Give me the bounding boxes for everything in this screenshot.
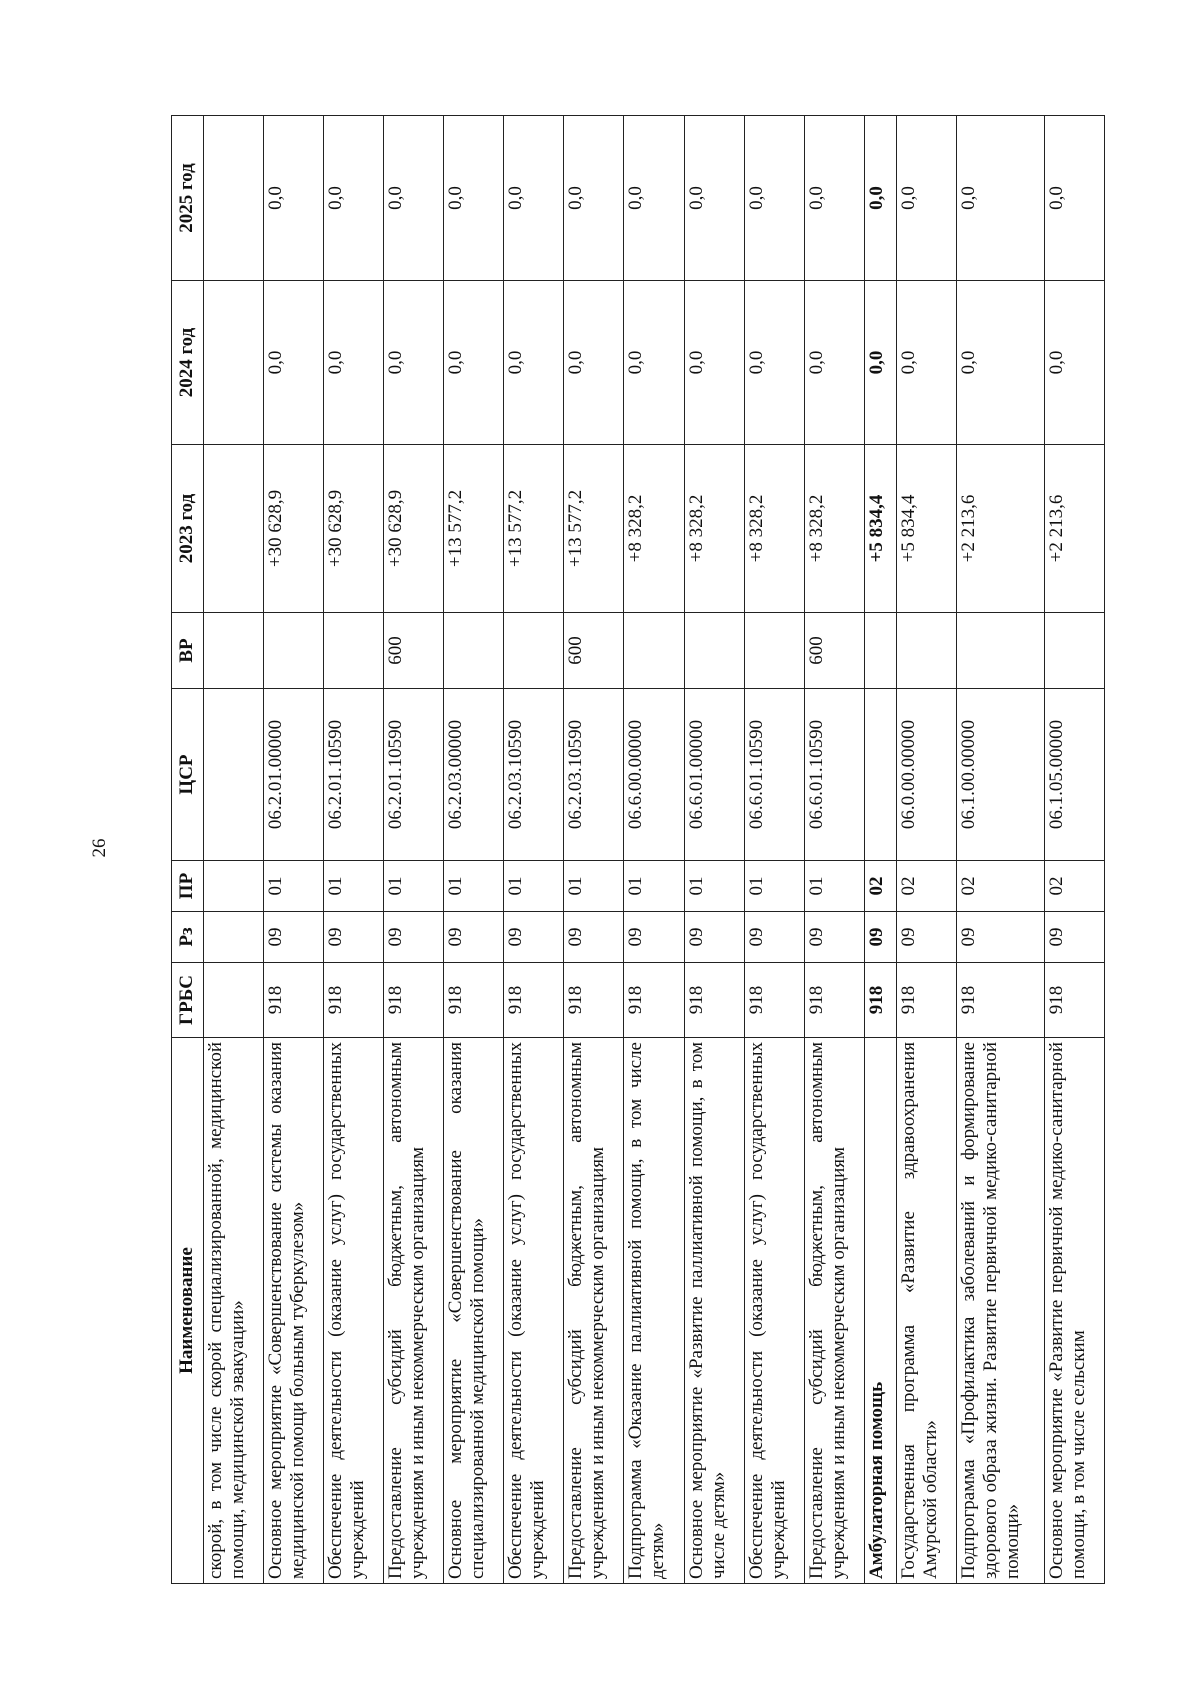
table-row — [384, 116, 444, 1584]
cell-2024: 0,0 — [264, 281, 324, 445]
cell-rz: 09 — [624, 912, 684, 963]
cell-rz — [204, 912, 264, 963]
cell-rz: 09 — [896, 912, 956, 963]
cell-name: Обеспечение деятельности (оказание услуг) государственных учреждений — [504, 1038, 564, 1584]
cell-vr — [204, 613, 264, 689]
cell-name: Обеспечение деятельности (оказание услуг) государственных учреждений — [744, 1038, 804, 1584]
cell-2024: 0,0 — [444, 281, 504, 445]
cell-grbs: 918 — [624, 963, 684, 1038]
table-row — [956, 116, 1044, 1584]
cell-2024: 0,0 — [744, 281, 804, 445]
cell-2025: 0,0 — [1044, 116, 1104, 281]
cell-name: Основное мероприятие «Развитие паллиативной помощи, в том числе детям» — [684, 1038, 744, 1584]
cell-grbs: 918 — [324, 963, 384, 1038]
cell-name: Предоставление субсидий бюджетным, автономным учреждениям и иным некоммерческим организациям — [384, 1038, 444, 1584]
cell-grbs: 918 — [744, 963, 804, 1038]
cell-csr: 06.6.01.00000 — [684, 689, 744, 861]
cell-grbs: 918 — [896, 963, 956, 1038]
cell-pr: 02 — [1044, 861, 1104, 912]
cell-csr: 06.2.03.00000 — [444, 689, 504, 861]
cell-name: скорой, в том числе скорой специализированной, медицинской помощи, медицинской эвакуации» — [204, 1038, 264, 1584]
table-row — [684, 116, 744, 1584]
table-header-row — [172, 116, 204, 1584]
cell-csr: 06.2.03.10590 — [504, 689, 564, 861]
table-row — [744, 116, 804, 1584]
cell-grbs: 918 — [864, 963, 896, 1038]
cell-grbs: 918 — [956, 963, 1044, 1038]
cell-grbs: 918 — [804, 963, 864, 1038]
cell-2023: +13 577,2 — [504, 445, 564, 613]
cell-pr: 01 — [684, 861, 744, 912]
header-rz: Рз — [172, 912, 204, 963]
cell-name: Амбулаторная помощь — [864, 1038, 896, 1584]
cell-pr — [204, 861, 264, 912]
cell-pr: 01 — [744, 861, 804, 912]
cell-vr — [744, 613, 804, 689]
table-row — [804, 116, 864, 1584]
cell-name: Предоставление субсидий бюджетным, автономным учреждениям и иным некоммерческим организациям — [564, 1038, 624, 1584]
cell-csr: 06.2.01.10590 — [324, 689, 384, 861]
cell-csr: 06.6.00.00000 — [624, 689, 684, 861]
cell-2023: +30 628,9 — [324, 445, 384, 613]
cell-csr: 06.2.03.10590 — [564, 689, 624, 861]
cell-2024: 0,0 — [324, 281, 384, 445]
cell-rz: 09 — [324, 912, 384, 963]
cell-pr: 01 — [624, 861, 684, 912]
cell-rz: 09 — [744, 912, 804, 963]
cell-2024: 0,0 — [564, 281, 624, 445]
cell-2024: 0,0 — [384, 281, 444, 445]
cell-2024: 0,0 — [804, 281, 864, 445]
cell-2024: 0,0 — [684, 281, 744, 445]
cell-2024: 0,0 — [1044, 281, 1104, 445]
cell-vr — [444, 613, 504, 689]
cell-vr — [624, 613, 684, 689]
cell-rz: 09 — [264, 912, 324, 963]
cell-pr: 01 — [804, 861, 864, 912]
table-row — [324, 116, 384, 1584]
cell-name: Обеспечение деятельности (оказание услуг) государственных учреждений — [324, 1038, 384, 1584]
cell-rz: 09 — [804, 912, 864, 963]
cell-rz: 09 — [384, 912, 444, 963]
cell-2024: 0,0 — [896, 281, 956, 445]
page-number: 26 — [89, 838, 110, 858]
cell-vr — [1044, 613, 1104, 689]
cell-vr: 600 — [564, 613, 624, 689]
budget-table — [171, 115, 1105, 1584]
table-row — [864, 116, 896, 1584]
cell-2025: 0,0 — [324, 116, 384, 281]
cell-name: Основное мероприятие «Совершенствование оказания специализированной медицинской помощи» — [444, 1038, 504, 1584]
cell-pr: 02 — [956, 861, 1044, 912]
cell-2025: 0,0 — [564, 116, 624, 281]
cell-grbs: 918 — [444, 963, 504, 1038]
cell-2025: 0,0 — [864, 116, 896, 281]
table-row — [264, 116, 324, 1584]
cell-grbs — [204, 963, 264, 1038]
cell-vr — [504, 613, 564, 689]
header-2025: 2025 год — [172, 116, 204, 281]
cell-2025: 0,0 — [624, 116, 684, 281]
cell-pr: 02 — [864, 861, 896, 912]
cell-grbs: 918 — [384, 963, 444, 1038]
table-body — [204, 116, 1105, 1584]
cell-2024: 0,0 — [956, 281, 1044, 445]
cell-rz: 09 — [684, 912, 744, 963]
cell-pr: 01 — [444, 861, 504, 912]
cell-vr: 600 — [384, 613, 444, 689]
cell-2025: 0,0 — [444, 116, 504, 281]
cell-2025: 0,0 — [504, 116, 564, 281]
header-name: Наименование — [172, 1038, 204, 1584]
cell-vr — [896, 613, 956, 689]
table-row — [1044, 116, 1104, 1584]
cell-2024 — [204, 281, 264, 445]
cell-2023: +30 628,9 — [384, 445, 444, 613]
table-row — [896, 116, 956, 1584]
cell-2025: 0,0 — [264, 116, 324, 281]
cell-rz: 09 — [504, 912, 564, 963]
cell-grbs: 918 — [564, 963, 624, 1038]
table-row — [564, 116, 624, 1584]
cell-vr — [864, 613, 896, 689]
cell-2023: +5 834,4 — [864, 445, 896, 613]
cell-2025: 0,0 — [744, 116, 804, 281]
cell-csr: 06.1.00.00000 — [956, 689, 1044, 861]
cell-2024: 0,0 — [864, 281, 896, 445]
cell-rz: 09 — [864, 912, 896, 963]
cell-pr: 01 — [504, 861, 564, 912]
cell-name: Подпрограмма «Профилактика заболеваний и формирование здорового образа жизни. Развитие первичной медико-санитарной помощи» — [956, 1038, 1044, 1584]
cell-pr: 02 — [896, 861, 956, 912]
cell-grbs: 918 — [504, 963, 564, 1038]
cell-csr: 06.6.01.10590 — [804, 689, 864, 861]
cell-2023: +13 577,2 — [444, 445, 504, 613]
cell-csr: 06.6.01.10590 — [744, 689, 804, 861]
cell-csr — [864, 689, 896, 861]
cell-2023: +2 213,6 — [1044, 445, 1104, 613]
table-row — [624, 116, 684, 1584]
cell-name: Предоставление субсидий бюджетным, автономным учреждениям и иным некоммерческим организациям — [804, 1038, 864, 1584]
header-pr: ПР — [172, 861, 204, 912]
cell-2025: 0,0 — [956, 116, 1044, 281]
cell-2023: +8 328,2 — [684, 445, 744, 613]
cell-pr: 01 — [384, 861, 444, 912]
cell-csr — [204, 689, 264, 861]
cell-2023: +30 628,9 — [264, 445, 324, 613]
cell-rz: 09 — [444, 912, 504, 963]
cell-2023: +8 328,2 — [804, 445, 864, 613]
cell-2023: +8 328,2 — [744, 445, 804, 613]
cell-csr: 06.2.01.00000 — [264, 689, 324, 861]
cell-name: Государственная программа «Развитие здравоохранения Амурской области» — [896, 1038, 956, 1584]
cell-vr — [684, 613, 744, 689]
cell-2025: 0,0 — [804, 116, 864, 281]
cell-2025: 0,0 — [684, 116, 744, 281]
cell-pr: 01 — [324, 861, 384, 912]
cell-grbs: 918 — [264, 963, 324, 1038]
cell-2023: +8 328,2 — [624, 445, 684, 613]
cell-vr — [956, 613, 1044, 689]
cell-name: Подпрограмма «Оказание паллиативной помощи, в том числе детям» — [624, 1038, 684, 1584]
cell-grbs: 918 — [1044, 963, 1104, 1038]
cell-2023 — [204, 445, 264, 613]
cell-2025: 0,0 — [896, 116, 956, 281]
cell-csr: 06.0.00.00000 — [896, 689, 956, 861]
header-grbs: ГРБС — [172, 963, 204, 1038]
header-vr: ВР — [172, 613, 204, 689]
cell-name: Основное мероприятие «Развитие первичной медико-санитарной помощи, в том числе сельским — [1044, 1038, 1104, 1584]
cell-vr: 600 — [804, 613, 864, 689]
cell-rz: 09 — [956, 912, 1044, 963]
header-csr: ЦСР — [172, 689, 204, 861]
header-2024: 2024 год — [172, 281, 204, 445]
cell-csr: 06.2.01.10590 — [384, 689, 444, 861]
cell-2024: 0,0 — [504, 281, 564, 445]
table-row — [444, 116, 504, 1584]
cell-rz: 09 — [1044, 912, 1104, 963]
cell-rz: 09 — [564, 912, 624, 963]
cell-2025 — [204, 116, 264, 281]
cell-2023: +5 834,4 — [896, 445, 956, 613]
rotated-page-content — [171, 116, 1105, 1584]
cell-2024: 0,0 — [624, 281, 684, 445]
cell-pr: 01 — [564, 861, 624, 912]
cell-name: Основное мероприятие «Совершенствование системы оказания медицинской помощи больным туберкулезом» — [264, 1038, 324, 1584]
cell-vr — [264, 613, 324, 689]
cell-2023: +13 577,2 — [564, 445, 624, 613]
cell-grbs: 918 — [684, 963, 744, 1038]
cell-2023: +2 213,6 — [956, 445, 1044, 613]
table-row — [204, 116, 264, 1584]
table-row — [504, 116, 564, 1584]
header-2023: 2023 год — [172, 445, 204, 613]
cell-pr: 01 — [264, 861, 324, 912]
cell-vr — [324, 613, 384, 689]
cell-2025: 0,0 — [384, 116, 444, 281]
cell-csr: 06.1.05.00000 — [1044, 689, 1104, 861]
